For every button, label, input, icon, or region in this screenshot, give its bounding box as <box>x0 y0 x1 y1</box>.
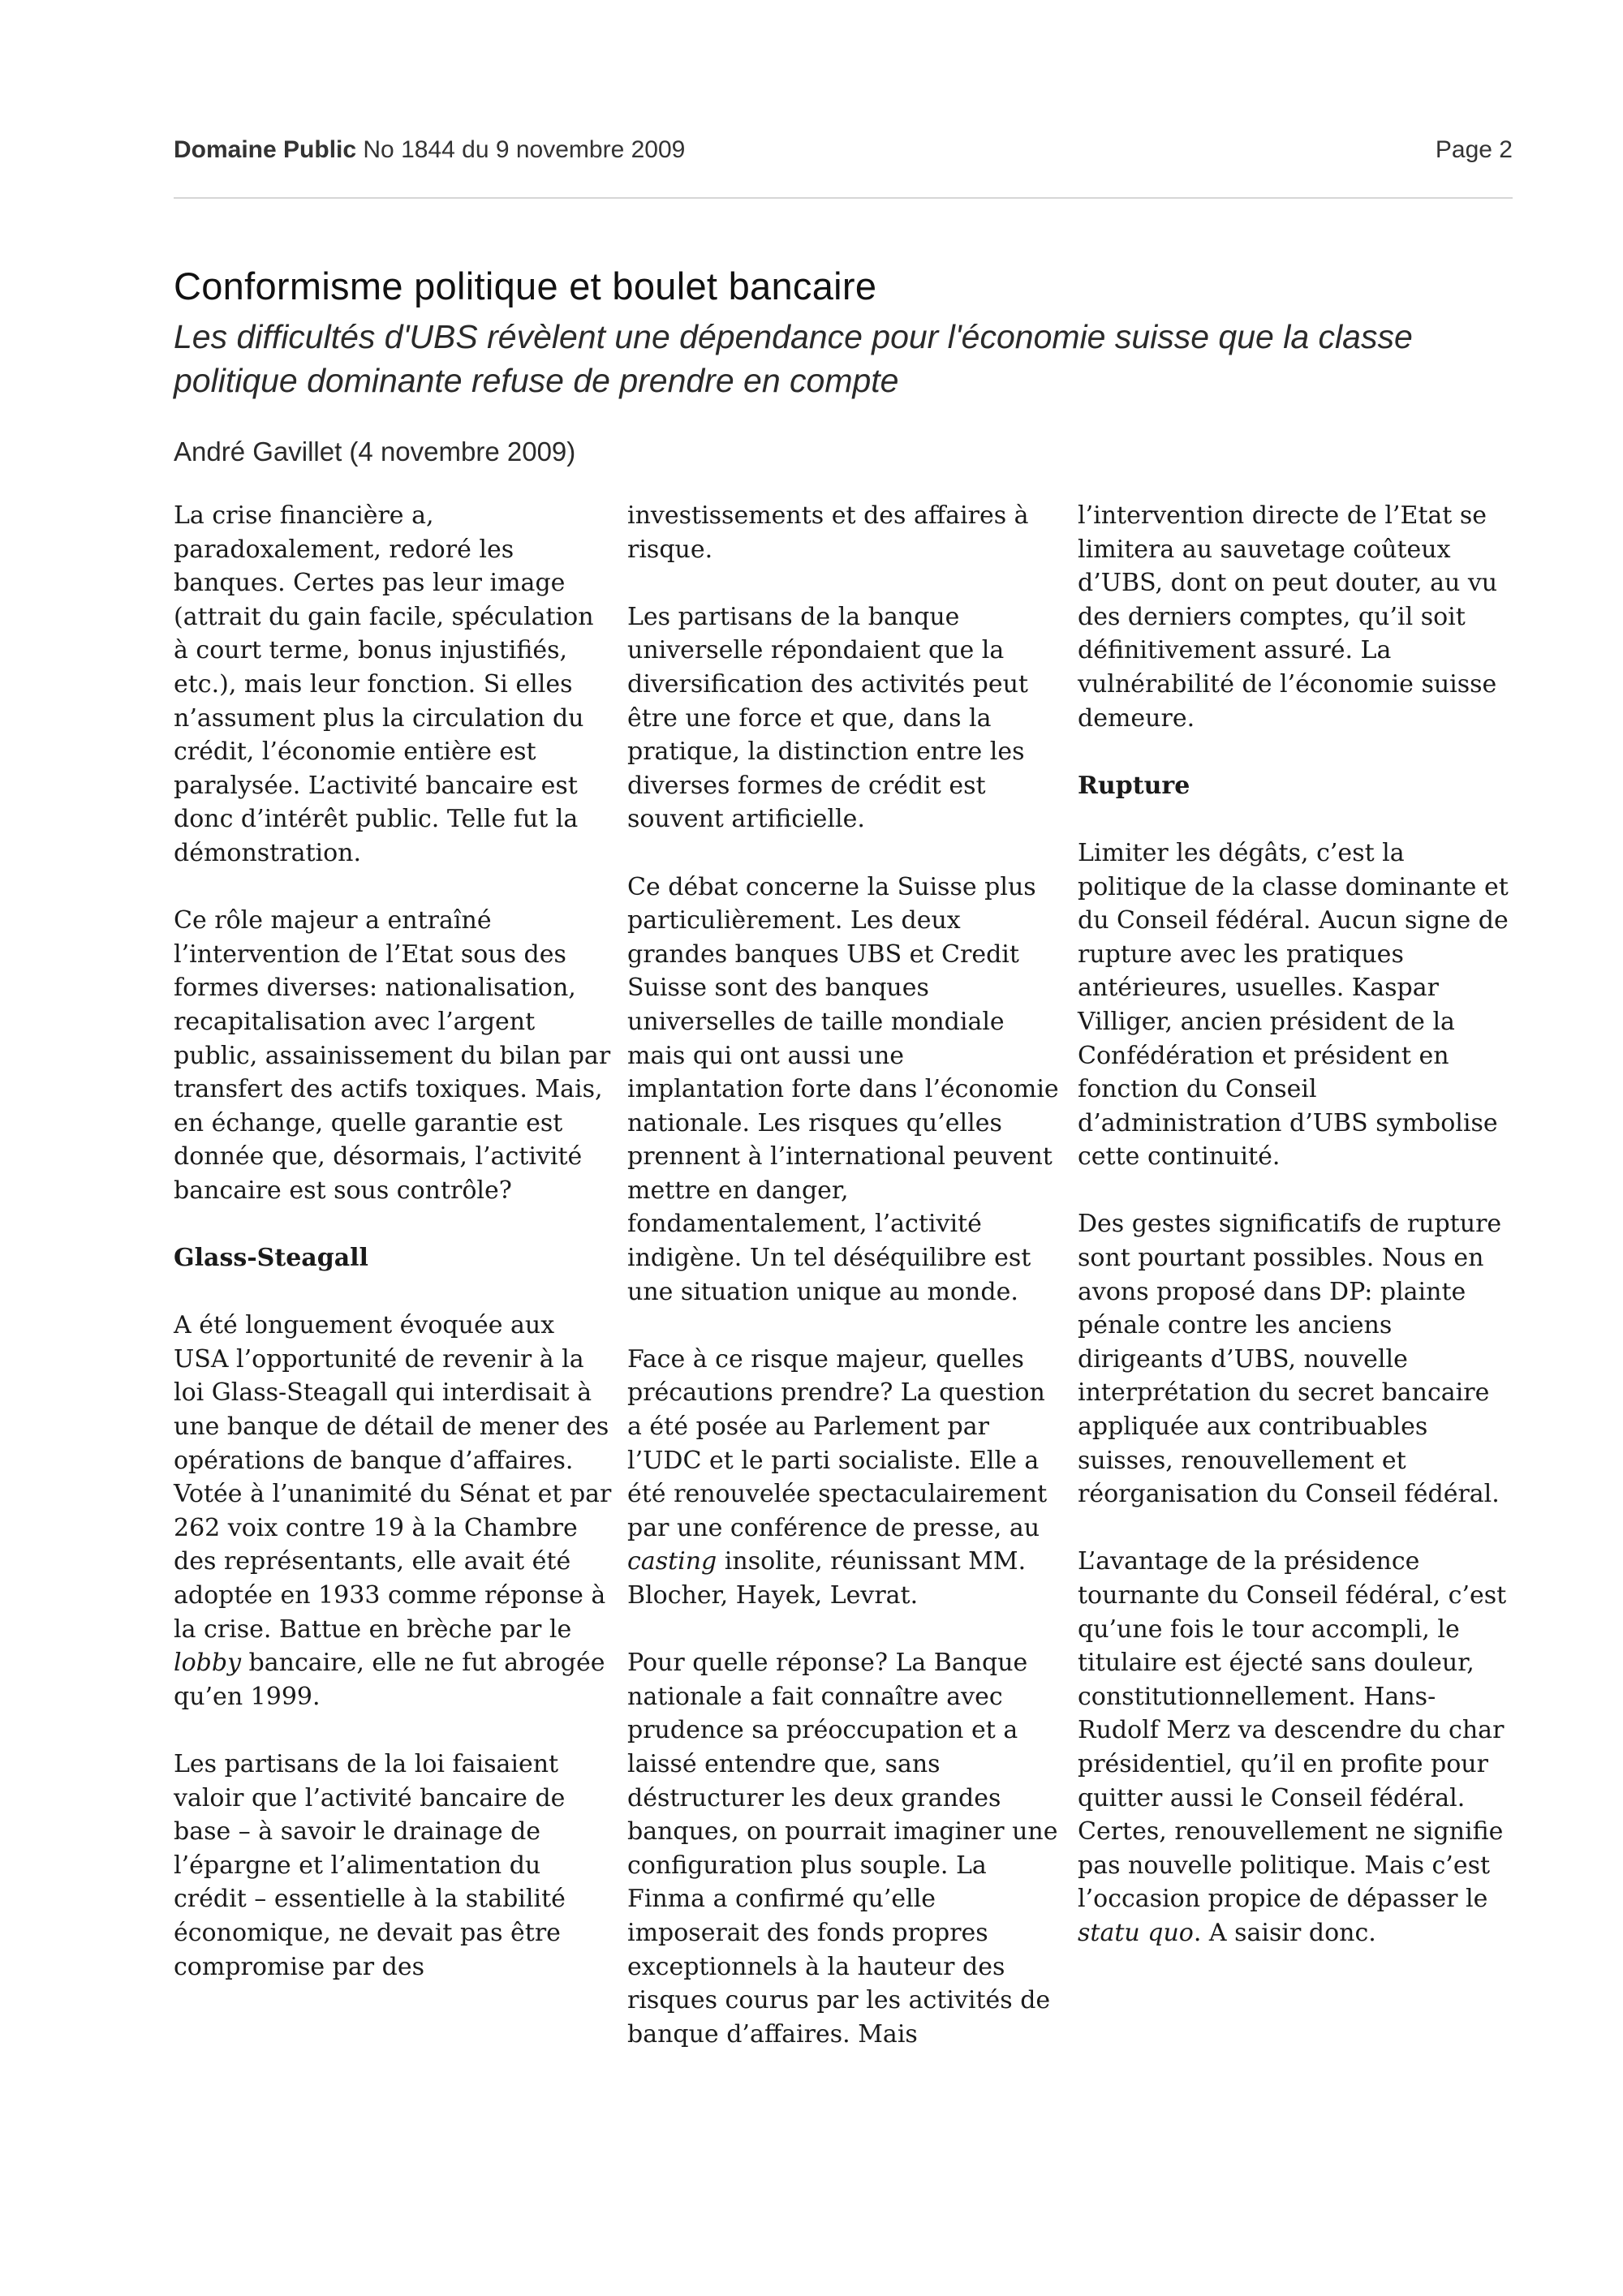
section-heading: Rupture <box>1078 771 1190 800</box>
paragraph: Les partisans de la banque universelle répondaient que la diversification des activités peut être une force et que, dans la pratique, la distinction entre les diverses formes de crédit est souvent artificielle. <box>627 602 1028 834</box>
page-number: Page 2 <box>1435 136 1513 163</box>
column-3 <box>1078 499 1516 1984</box>
paragraph: investissements et des affaires à risque. <box>627 501 1029 564</box>
column-1 <box>174 499 612 2018</box>
column-2 <box>627 499 1065 2085</box>
paragraph: Des gestes significatifs de rupture sont pourtant possibles. Nous en avons proposé dans DP: plainte pénale contre les anciens dirigeants d’UBS, nouvelle interprétation du secret bancaire appliquée aux contribuables suisses, renouvellement et réorganisation du Conseil fédéral. <box>1078 1210 1502 1509</box>
emphasis: statu quo <box>1078 1918 1194 1947</box>
paragraph: Limiter les dégâts, c’est la politique de la classe dominante et du Conseil fédéral. Aucun signe de rupture avec les pratiques antérieures, usuelles. Kaspar Villiger, ancien président de la Confédération et président en fonction du Conseil d’administration d’UBS symbolise cette continuité. <box>1078 838 1509 1172</box>
article-subtitle: Les difficultés d'UBS révèlent une dépendance pour l'économie suisse que la classe politique dominante refuse de prendre en compte <box>174 318 1413 399</box>
paragraph: Les partisans de la loi faisaient valoir que l’activité bancaire de base – à savoir le drainage de l’épargne et l’alimentation du crédit – essentielle à la stabilité économique, ne devait pas être compromise par des <box>174 1749 566 1981</box>
paragraph: Pour quelle réponse? La Banque nationale a fait connaître avec prudence sa préoccupation et a laissé entendre que, sans déstructurer les deux grandes banques, on pourrait imaginer une configuration plus souple. La Finma a confirmé qu’elle imposerait des fonds propres exceptionnels à la hauteur des risques courus par les activités de banque d’affaires. Mais <box>627 1649 1058 2049</box>
article-title: Conformisme politique et boulet bancaire <box>174 264 877 307</box>
paragraph: La crise financière a, paradoxalement, redoré les banques. Certes pas leur image (attrait du gain facile, spéculation à court terme, bonus injustifiés, etc.), mais leur fonction. Si elles n’assument plus la circulation du crédit, l’économie entière est paralysée. L’activité bancaire est donc d’intérêt public. Telle fut la démonstration. <box>174 501 594 867</box>
paragraph: l’intervention directe de l’Etat se limitera au sauvetage coûteux d’UBS, dont on peut douter, au vu des derniers comptes, qu’il soit définitivement assuré. La vulnérabilité de l’économie suisse demeure. <box>1078 501 1498 733</box>
article-author: André Gavillet (4 novembre 2009) <box>174 436 576 467</box>
emphasis: casting <box>627 1547 717 1576</box>
paragraph: L’avantage de la présidence tournante du Conseil fédéral, c’est qu’une fois le tour accompli, le titulaire est éjecté sans douleur, constitutionnellement. Hans-Rudolf Merz va descendre du char présidentiel, qu’il en profite pour quitter aussi le Conseil fédéral. Certes, renouvellement ne signifie pas nouvelle politique. Mais c’est l’occasion propice de dépasser le statu quo. A saisir donc. <box>1078 1547 1507 1947</box>
section-heading: Glass-Steagall <box>174 1244 368 1273</box>
paragraph: Ce débat concerne la Suisse plus particulièrement. Les deux grandes banques UBS et Credit Suisse sont des banques universelles de taille mondiale mais qui ont aussi une implantation forte dans l’économie nationale. Les risques qu’elles prennent à l’international peuvent mettre en danger, fondamentalement, l’activité indigène. Un tel déséquilibre est une situation unique au monde. <box>627 872 1059 1306</box>
issue-info: No 1844 du 9 novembre 2009 <box>363 136 686 163</box>
page-header <box>174 136 1513 172</box>
paragraph: Ce rôle majeur a entraîné l’intervention de l’Etat sous des formes diverses: nationalisation, recapitalisation avec l’argent public, assainissement du bilan par transfert des actifs toxiques. Mais, en échange, quelle garantie est donnée que, désormais, l’activité bancaire est sous contrôle? <box>174 906 611 1205</box>
paragraph: A été longuement évoquée aux USA l’opportunité de revenir à la loi Glass-Steagall qui interdisait à une banque de détail de mener des opérations de banque d’affaires. Votée à l’unanimité du Sénat et par 262 voix contre 19 à la Chambre des représentants, elle avait été adoptée en 1933 comme réponse à la crise. Battue en brèche par le lobby bancaire, elle ne fut abrogée qu’en 1999. <box>174 1311 612 1711</box>
emphasis: lobby <box>174 1649 242 1678</box>
publication-name: Domaine Public <box>174 136 357 163</box>
paragraph: Face à ce risque majeur, quelles précautions prendre? La question a été posée au Parlement par l’UDC et le parti socialiste. Elle a été renouvelée spectaculairement par une conférence de presse, au casting insolite, réunissant MM. Blocher, Hayek, Levrat. <box>627 1344 1048 1610</box>
header-divider <box>174 197 1513 199</box>
